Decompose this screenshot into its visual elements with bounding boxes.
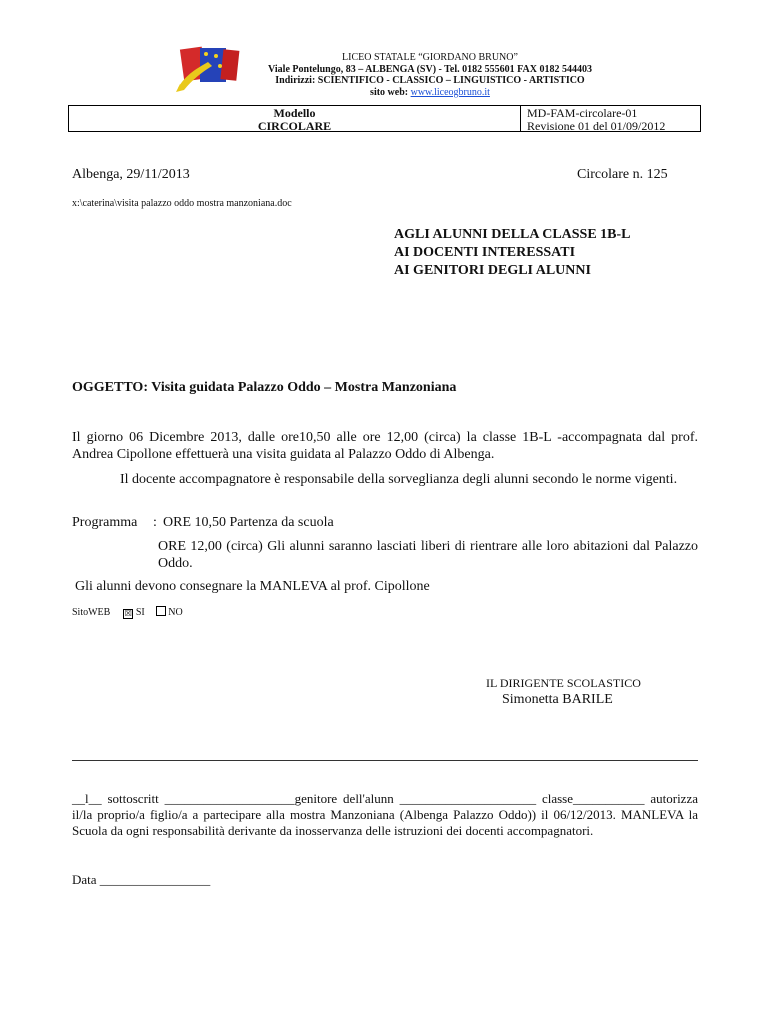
program-label: Programma [72,515,138,530]
circolare-number: Circolare n. 125 [577,167,668,182]
cut-line [72,760,698,761]
paragraph-visit: Il giorno 06 Dicembre 2013, dalle ore10,50 alle ore 12,00 (circa) la classe 1B-L -accompagnata dal prof. Andrea Cipollone effettuerà una visita guidata al Palazzo Oddo di Albenga. [72,430,698,462]
program-item-release: ORE 12,00 (circa) Gli alunni saranno lasciati liberi di rientrare alle loro abitazioni dal Palazzo Oddo. [158,539,698,571]
recipient-parents: AI GENITORI DEGLI ALUNNI [394,263,591,278]
paragraph-responsibility: Il docente accompagnatore è responsabile della sorveglianza degli alunni secondo le norme vigenti. [120,472,678,487]
subject: OGGETTO: Visita guidata Palazzo Oddo – Mostra Manzoniana [72,380,457,395]
model-code: MD-FAM-circolare-01 [527,106,638,120]
program-item-departure: ORE 10,50 Partenza da scuola [163,515,334,530]
no-label: NO [168,607,183,618]
program-separator: : [153,515,157,530]
parent-authorization-form: __l__ sottoscritt ____________________genitore dell'alunn _____________________ classe___________ autorizza il/la proprio/a figlio/a a partecipare alla mostra Manzoniana (Albenga Palazzo Oddo)) il 06/12/2013. MANLEVA la Scuola da ogni responsabilità derivante da inosservanza delle istruzioni dei docenti accompagnatori. [72,791,698,838]
date-field: Data _________________ [72,872,211,887]
sitoweb-label: SitoWEB [72,607,111,618]
recipient-students: AGLI ALUNNI DELLA CLASSE 1B-L [394,227,631,242]
revision-info: Revisione 01 del 01/09/2012 [527,119,666,133]
si-checkbox[interactable]: ☒ [124,609,132,618]
file-path: x:\caterina\visita palazzo oddo mostra manzoniana.doc [72,198,292,209]
school-name: LICEO STATALE “GIORDANO BRUNO” [342,52,518,63]
site-link[interactable]: www.liceogbruno.it [410,87,490,98]
revision-cell [527,107,665,133]
recipient-teachers: AI DOCENTI INTERESSATI [394,245,576,260]
model-label: Modello [273,106,316,120]
school-website [240,87,620,99]
model-type: CIRCOLARE [257,119,332,133]
school-tracks: Indirizzi: SCIENTIFICO - CLASSICO – LINGUISTICO - ARTISTICO [275,75,585,86]
school-logo [172,44,244,94]
si-label: SI [135,607,145,618]
recipients-block [394,226,631,280]
document-date: Albenga, 29/11/2013 [72,167,190,182]
model-table [68,105,701,132]
no-checkbox[interactable] [156,606,166,616]
signature-name: Simonetta BARILE [502,692,613,707]
signature-title: IL DIRIGENTE SCOLASTICO [486,676,641,690]
site-label: sito web: [370,87,409,98]
sitoweb-row [72,606,183,619]
model-cell [69,107,520,133]
paragraph-manleva: Gli alunni devono consegnare la MANLEVA al prof. Cipollone [75,579,430,594]
school-address: Viale Pontelungo, 83 – ALBENGA (SV) - Tel. 0182 555601 FAX 0182 544403 [268,64,592,75]
